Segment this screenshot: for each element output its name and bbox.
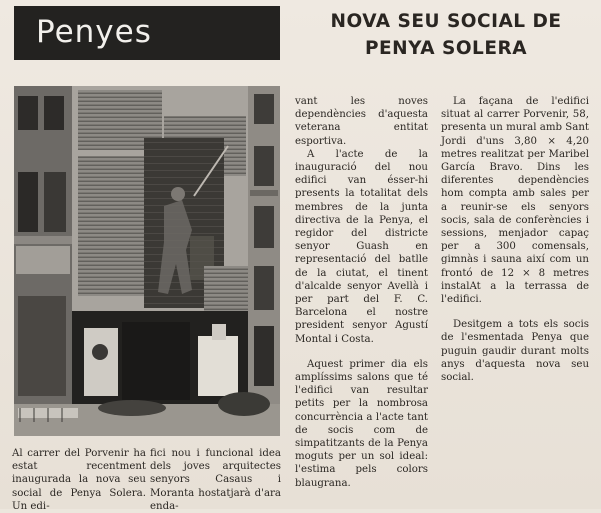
building-photo — [14, 86, 280, 436]
photo-caption-right — [150, 447, 281, 513]
photo-caption-left — [12, 447, 146, 513]
caption-text-right: fici nou i funcional idea dels joves arquitectes senyors Casaus i Moranta hostatjarà d'ara enda- — [150, 448, 281, 512]
article-column-3 — [441, 95, 589, 384]
headline-line-1: NOVA SEU SOCIAL DE — [330, 11, 562, 32]
section-title: Penyes — [36, 14, 152, 50]
column2-paragraph-2: A l'acte de la inauguració del nou edifici van ésser-hi presents la totalitat dels membres de la junta directiva de la Penya, el regidor del districte senyor Guash en representació del batlle de la ciutat, el tinent d'alcalde senyor Avellà i per part del F. C. Barcelona el nostre president senyor Agustí Montal i Costa. — [295, 148, 428, 345]
article-column-2 — [295, 95, 428, 490]
column3-paragraph-2: Desitgem a tots els socis de l'esmentada Penya que puguin gaudir durant molts anys d'aquesta nova seu social. — [441, 319, 589, 384]
column2-paragraph-3: Aquest primer dia els amplíssims salons que té l'edifici van resultar petits per la nombrosa concurrència a l'acte tant de socis com de simpatitzants de la Penya moguts per un sol ideal: l'estima pels colors blaugrana. — [295, 358, 428, 489]
caption-text-left: Al carrer del Porvenir ha estat recentment inaugurada la nova seu social de Penya Solera. Un edi- — [12, 448, 146, 512]
column2-paragraph-1: vant les noves dependències d'aquesta veterana entitat esportiva. — [295, 96, 428, 147]
headline-line-2: PENYA SOLERA — [364, 38, 528, 59]
article-headline — [296, 8, 596, 62]
section-banner — [14, 6, 280, 60]
column3-paragraph-1: La façana de l'edifici situat al carrer Porvenir, 58, presenta un mural amb Sant Jordi d'uns 3,80 × 4,20 metres realitzat per Maribel García Bravo. Dins les diferentes dependències hom compta amb sales per a reunir-se els senyors socis, sala de conferències i sessions, menjador capaç per a 300 comensals, gimnàs i sauna així com un frontó de 12 × 8 metres instalAt a la terrassa de l'edifici. — [441, 96, 589, 306]
building-facade-image — [14, 86, 280, 436]
